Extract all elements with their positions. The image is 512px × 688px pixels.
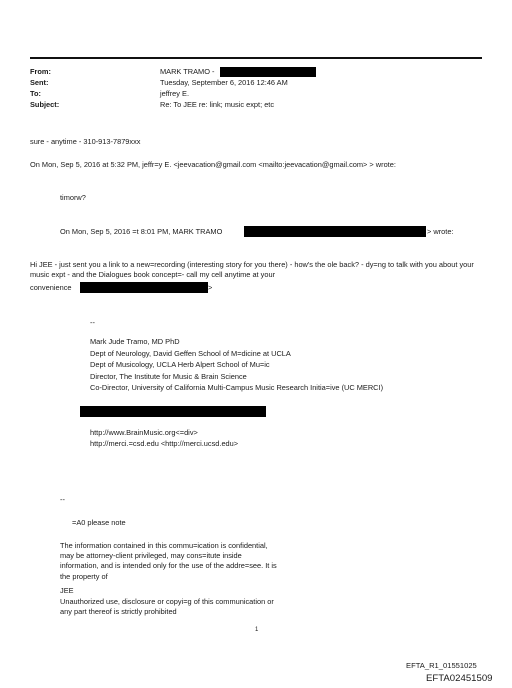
redaction-block [80,406,266,417]
bates-number-2: EFTA02451509 [426,673,493,684]
quote2-header-end: > wrote: [427,227,454,236]
sent-label: Sent: [30,78,49,87]
quote2-header-start: On Mon, Sep 5, 2016 =t 8:01 PM, MARK TRAMO [60,227,223,236]
quote1-header: On Mon, Sep 5, 2016 at 5:32 PM, jeffr=y E. <jeevacation@gmail.com <mailto:jeevacation@gmail.com> > wrote: [30,160,396,169]
subject-label: Subject: [30,100,60,109]
disclaimer-prohibition: Unauthorized use, disclosure or copyi=g of this communication or any part thereof is strictly prohibited [60,597,274,617]
from-value: MARK TRAMO - [160,67,215,76]
redaction-block [80,282,208,293]
signature-line-3: Director, The Institute for Music & Brain Science [90,372,247,381]
sent-value: Tuesday, September 6, 2016 12:46 AM [160,78,288,87]
signature-line-1: Dept of Neurology, David Geffen School of M=dicine at UCLA [90,349,291,358]
footer-dashes: -- [60,495,65,504]
signature-url-1: http://www.BrainMusic.org<=div> [90,428,198,437]
please-note: =A0 please note [72,518,126,527]
signature-line-2: Dept of Musicology, UCLA Herb Alpert School of Mu=ic [90,360,270,369]
redaction-block [244,226,426,237]
signature-name: Mark Jude Tramo, MD PhD [90,337,180,346]
bates-number-1: EFTA_R1_01551025 [406,661,477,670]
signature-dashes: -- [90,318,95,327]
signature-url-2: http://merci.=csd.edu <http://merci.ucsd.edu> [90,439,239,448]
page-number: 1 [255,627,259,633]
subject-value: Re: To JEE re: link; music expt; etc [160,100,275,109]
disclaimer-jee: JEE [60,586,74,595]
quote2-paragraph: Hi JEE - just sent you a link to a new=recording (interesting story for you there) - how's the ole back? - dy=ng to talk with you about your music expt - and the Dialogues book concept=- call my cell anytime at your [30,260,474,279]
disclaimer-paragraph: The information contained in this commu=ication is confidential, may be attorney-client privileged, may cons=itute inside information, and is intended only for the use of the addre=see. It is the property of [60,541,277,581]
quote2-paragraph-end: convenience [30,283,72,292]
quote1-text: timorw? [60,193,86,202]
reply-line: sure - anytime - 310-913-7879xxx [30,137,141,146]
from-label: From: [30,67,51,76]
redaction-block [220,67,316,77]
quote2-paragraph-close: > [208,283,213,292]
to-label: To: [30,89,41,98]
to-value: jeffrey E. [160,89,190,98]
signature-line-4: Co-Director, University of California Multi-Campus Music Research Initia=ive (UC MERCI) [90,383,384,392]
header-rule [30,57,482,59]
